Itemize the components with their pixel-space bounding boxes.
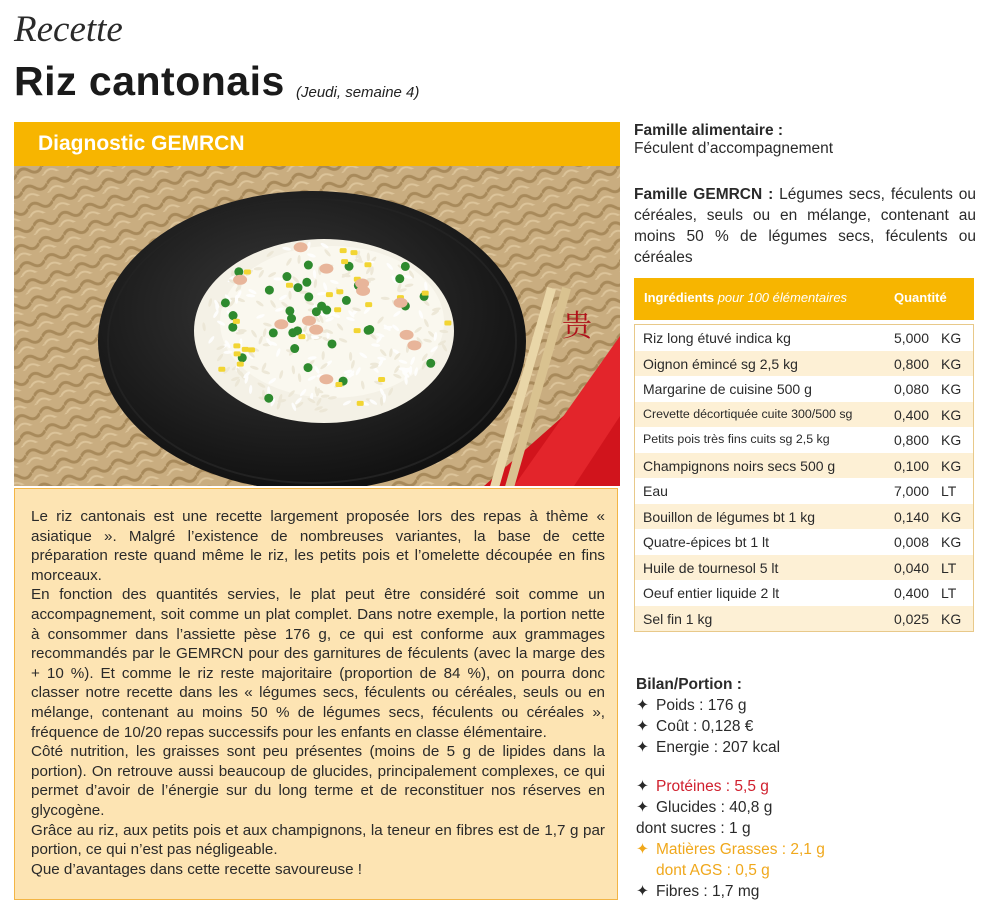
star-icon: ✦ — [636, 883, 649, 900]
ingredients-table-header — [634, 278, 974, 320]
ingredient-quantity: 0,800 — [893, 355, 929, 372]
bilan-poids — [636, 695, 825, 716]
table-row — [635, 351, 973, 377]
ingredient-unit: KG — [941, 534, 962, 550]
ingredient-unit: KG — [941, 381, 962, 397]
diagnostic-text-box — [14, 488, 618, 900]
ingredient-unit: LT — [941, 483, 957, 499]
ingredients-table — [634, 324, 974, 632]
star-icon: ✦ — [636, 799, 649, 816]
bilan-fibres-text: Fibres : 1,7 mg — [656, 883, 760, 900]
ingredient-name: Quatre-épices bt 1 lt — [643, 534, 770, 550]
diagnostic-header — [14, 122, 620, 166]
table-row — [635, 325, 973, 351]
dish-photo — [14, 166, 620, 486]
table-row — [635, 606, 973, 632]
bilan-energie — [636, 737, 825, 758]
recipe-kicker: Recette — [14, 9, 123, 50]
table-row — [635, 453, 973, 479]
famille-alimentaire — [634, 122, 976, 158]
ingredient-quantity: 0,140 — [893, 508, 929, 525]
bilan-fibres — [636, 881, 825, 902]
bilan-ags-text: dont AGS : 0,5 g — [656, 862, 770, 879]
star-icon: ✦ — [636, 778, 649, 795]
ingredient-name: Eau — [643, 483, 668, 499]
ingredients-header-note: pour 100 élémentaires — [717, 290, 848, 305]
ingredient-name: Huile de tournesol 5 lt — [643, 559, 779, 576]
bilan-cout — [636, 716, 825, 737]
ingredient-unit: KG — [941, 457, 962, 474]
ingredient-quantity: 7,000 — [893, 483, 929, 499]
ingredient-unit: KG — [941, 508, 962, 525]
ingredient-unit: KG — [941, 406, 962, 423]
ingredient-name: Sel fin 1 kg — [643, 610, 713, 627]
ingredient-name: Riz long étuvé indica kg — [643, 330, 791, 346]
famille-gemrcn — [634, 184, 976, 268]
dish-illustration — [14, 166, 620, 486]
bilan-poids-text: Poids : 176 g — [656, 697, 747, 714]
ingredients-column-header — [644, 290, 847, 305]
ingredient-unit: KG — [941, 610, 962, 627]
quantity-column-header: Quantité — [894, 290, 947, 305]
bilan-mg — [636, 839, 825, 860]
paragraph: Que d’avantages dans cette recette savoureuse ! — [31, 860, 362, 878]
ingredient-unit: KG — [941, 330, 962, 346]
ingredient-quantity: 0,100 — [893, 457, 929, 474]
bilan-ags — [636, 860, 825, 881]
ingredient-quantity: 0,040 — [893, 559, 929, 576]
bilan-proteines — [636, 776, 825, 797]
star-icon: ✦ — [636, 697, 649, 714]
star-icon: ✦ — [636, 739, 649, 756]
table-row — [635, 427, 973, 453]
bilan-sucres-text: dont sucres : 1 g — [636, 820, 751, 837]
ingredient-quantity: 0,800 — [893, 432, 929, 448]
ingredient-quantity: 0,025 — [893, 610, 929, 627]
ingredient-unit: LT — [941, 559, 957, 576]
table-row — [635, 504, 973, 530]
star-icon: ✦ — [636, 718, 649, 735]
table-row — [635, 580, 973, 606]
famille-alimentaire-label: Famille alimentaire : — [634, 122, 784, 139]
svg-text:贵: 贵 — [562, 309, 592, 344]
bilan-glucides-text: Glucides : 40,8 g — [656, 799, 773, 816]
ingredient-name: Bouillon de légumes bt 1 kg — [643, 508, 815, 525]
bilan-portion — [636, 674, 825, 902]
diagnostic-title: Diagnostic GEMRCN — [38, 132, 245, 155]
ingredient-unit: LT — [941, 585, 957, 601]
page-subtitle: (Jeudi, semaine 4) — [296, 84, 420, 101]
ingredient-name: Crevette décortiquée cuite 300/500 sg — [643, 406, 853, 421]
bilan-title: Bilan/Portion : — [636, 676, 742, 693]
famille-gemrcn-value: Légumes secs, féculents ou céréales, seuls ou en mélange, contenant au moins 50 % de légumes secs, féculents ou céréales — [634, 186, 976, 266]
bilan-cout-text: Coût : 0,128 € — [656, 718, 754, 735]
paragraph: Le riz cantonais est une recette largement proposée lors des repas à thème « asiatique ». Malgré l’existence de nombreuses variantes, la base de cette préparation reste quand même le riz, les petits pois et l’omelette découpée en fins morceaux. — [31, 508, 605, 584]
ingredient-name: Margarine de cuisine 500 g — [643, 381, 812, 397]
ingredients-header-label: Ingrédients — [644, 290, 715, 305]
ingredient-name: Oeuf entier liquide 2 lt — [643, 585, 780, 601]
table-row — [635, 402, 973, 428]
bilan-proteines-text: Protéines : 5,5 g — [656, 778, 769, 795]
page-title: Riz cantonais — [14, 58, 285, 104]
table-row — [635, 376, 973, 402]
ingredient-unit: KG — [941, 432, 962, 448]
table-row — [635, 555, 973, 581]
ingredient-name: Champignons noirs secs 500 g — [643, 457, 836, 474]
bilan-glucides — [636, 797, 825, 818]
ingredient-name: Oignon émincé sg 2,5 kg — [643, 355, 798, 372]
ingredient-quantity: 0,080 — [893, 381, 929, 397]
bilan-sucres — [636, 818, 825, 839]
ingredient-unit: KG — [941, 355, 962, 372]
star-icon: ✦ — [636, 841, 649, 858]
ingredient-quantity: 0,008 — [893, 534, 929, 550]
famille-alimentaire-value: Féculent d’accompagnement — [634, 140, 834, 157]
paragraph: Côté nutrition, les graisses sont peu présentes (moins de 5 g de lipides dans la portion). On retrouve aussi beaucoup de glucides, principalement complexes, ce qui permet d’avoir de l’énergie sur du long terme et de reconstituer nos réserves en glycogène. — [31, 743, 605, 819]
ingredient-quantity: 0,400 — [893, 406, 929, 423]
ingredient-name: Petits pois très fins cuits sg 2,5 kg — [643, 432, 830, 446]
table-row — [635, 478, 973, 504]
diagnostic-text — [31, 507, 605, 879]
paragraph: Grâce au riz, aux petits pois et aux champignons, la teneur en fibres est de 1,7 g par portion, ce qui n’est pas négligeable. — [31, 821, 605, 859]
famille-gemrcn-label: Famille GEMRCN : — [634, 186, 774, 203]
ingredient-quantity: 0,400 — [893, 585, 929, 601]
paragraph: En fonction des quantités servies, le plat peut être considéré soit comme un accompagnement, soit comme un plat complet. Dans notre exemple, la portion nette à consommer dans l’assiette pèse 176 g, ce qui est conforme aux grammages recommandés par le GEMRCN pour des garnitures de féculents (avec la marge des + 10 %). Et comme le riz reste majoritaire (proportion de 84 %), on pourra donc classer notre recette dans les « légumes secs, féculents ou céréales, seuls ou en mélange, contenant au moins 50 % de légumes secs, féculents ou céréales », fréquence de 10/20 repas successifs pour les enfants en classe élémentaire. — [31, 586, 605, 741]
bilan-energie-text: Energie : 207 kcal — [656, 739, 781, 756]
table-row — [635, 529, 973, 555]
bilan-mg-text: Matières Grasses : 2,1 g — [656, 841, 825, 858]
ingredient-quantity: 5,000 — [893, 330, 929, 346]
